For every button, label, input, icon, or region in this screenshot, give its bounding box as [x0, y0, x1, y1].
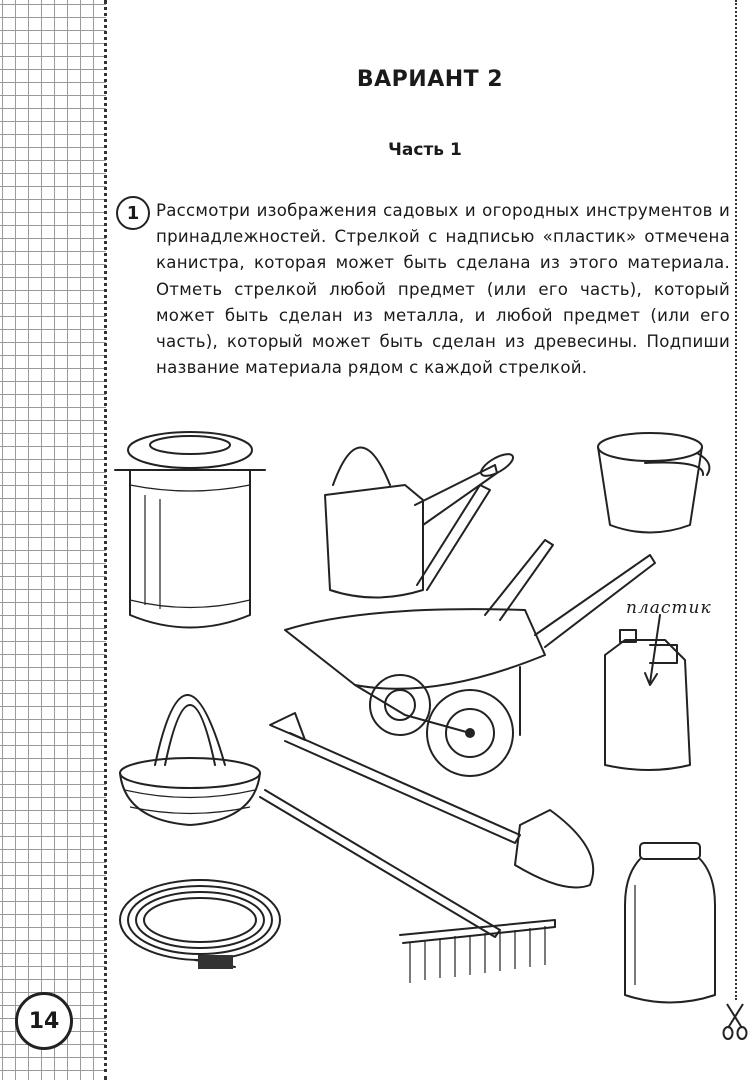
garden-hose [120, 880, 280, 969]
part-title: Часть 1 [388, 140, 462, 160]
bucket [598, 433, 709, 533]
glass-jar [625, 843, 715, 1003]
page-number: 14 [15, 992, 73, 1050]
task-number: 1 [116, 196, 150, 230]
canister [605, 615, 690, 770]
variant-title: ВАРИАНТ 2 [356, 67, 504, 92]
shovel [270, 713, 593, 888]
margin-grid [0, 0, 106, 1080]
plastic-arrow-label: пластик [626, 598, 712, 618]
task-text: Рассмотри изображения садовых и огородных инструментов и принадлежностей. Стрелкой с надписью «пластик» отмечена канистра, которая может быть сделана из этого материала. Отметь стрелкой любой предмет (или его часть), который может быть сделан из металла, и любой предмет (или его часть), который может быть сделан из древесины. Подпиши название материала рядом с каждой стрелкой. [156, 201, 730, 378]
trash-can [115, 432, 265, 628]
rake [260, 790, 555, 983]
wicker-basket [120, 695, 260, 825]
wheelbarrow [285, 540, 655, 776]
watering-can [325, 448, 516, 598]
garden-tools-illustration [105, 415, 735, 1015]
cut-line [735, 0, 737, 1000]
